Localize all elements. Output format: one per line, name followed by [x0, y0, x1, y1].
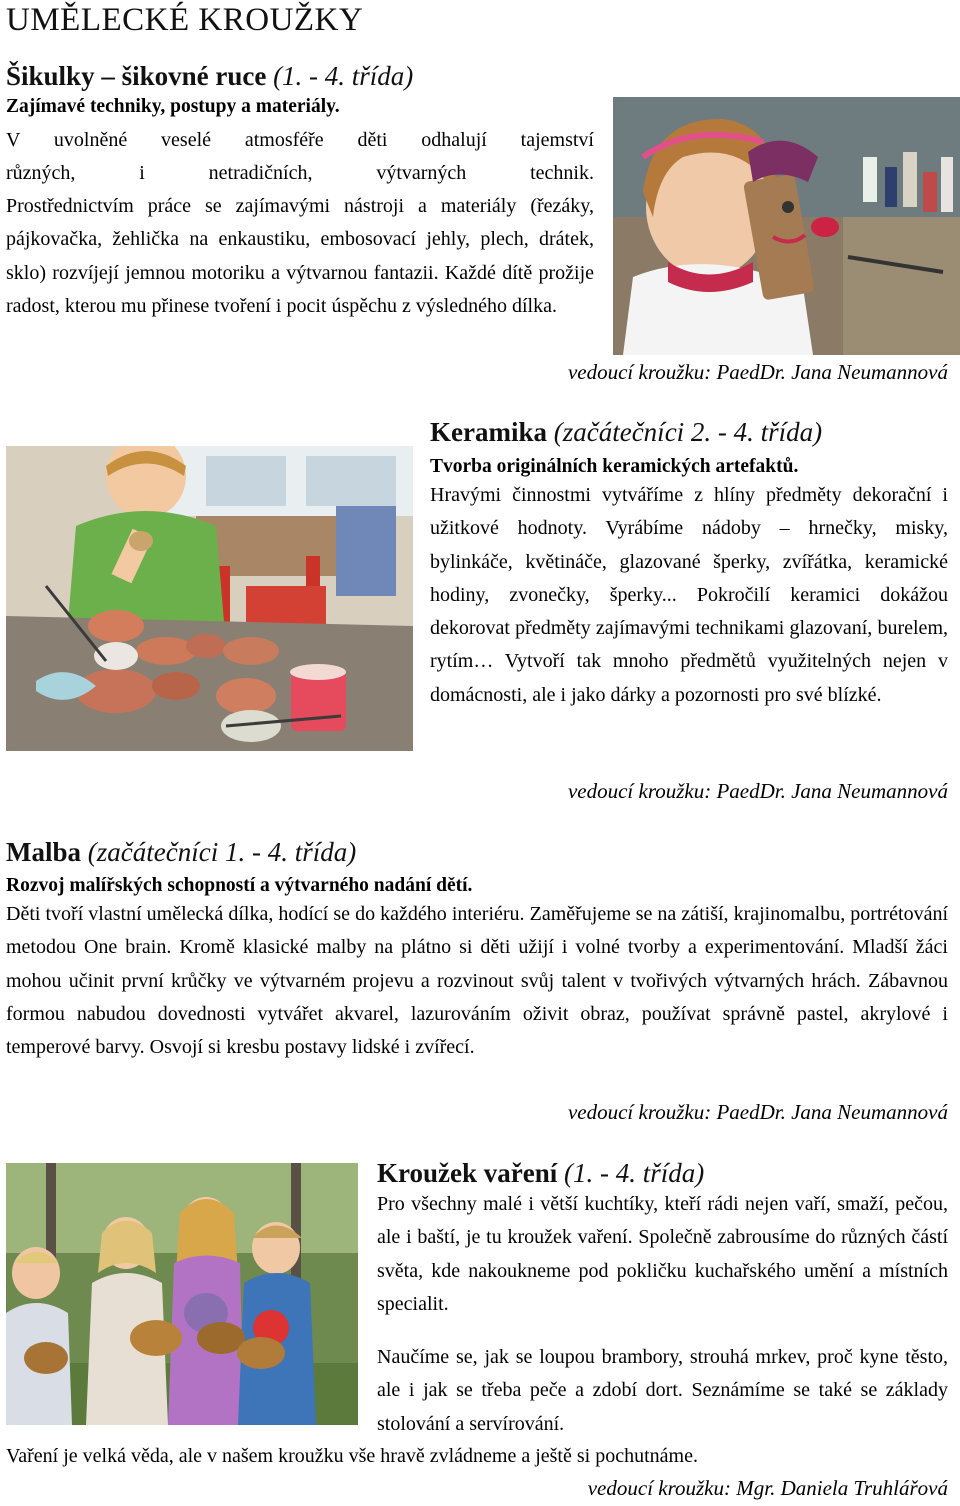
- keramika-grade: (začátečníci 2. - 4. třída): [553, 417, 823, 447]
- keramika-name: Keramika: [430, 417, 547, 447]
- keramika-paragraph: Hravými činnostmi vytváříme z hlíny předměty dekorační i užitkové hodnoty. Vyrábíme nádoby – hrnečky, misky, bylinkáče, květináče, glazované šperky, zvířátka, keramické hodiny, zvonečky, šperky... Pokročilí keramici dokážou dekorovat předměty zajímavými technikami glazovaní, burelem, rytím… Vytvoří tak mnoho předmětů využitelných nejen v domácnosti, ale i jako dárky a pozornosti pro své blízké.: [430, 484, 948, 706]
- malba-heading: [6, 836, 356, 868]
- children-with-crafts-photo: [6, 1163, 358, 1425]
- boy-with-clay-photo: [6, 446, 413, 751]
- sikulky-line-2: různých, i netradičních, výtvarných technik.: [6, 162, 594, 184]
- vareni-grade: (1. - 4. třída): [563, 1158, 705, 1188]
- sikulky-paragraph: Prostřednictvím práce se zajímavými nástroji a materiály (řezáky, pájkovačka, žehlička na enkaustiku, embosovací jehly, plech, drátek, sklo) rozvíjejí jemnou motoriku a výtvarnou fantazii. Každé dítě prožije radost, kterou mu přinese tvoření i pocit úspěchu z výsledného dílka.: [6, 195, 594, 317]
- malba-subtitle: Rozvoj malířských schopností a výtvarného nadání dětí.: [6, 875, 473, 896]
- vareni-paragraph-2: Naučíme se, jak se loupou brambory, strouhá mrkev, proč kyne těsto, ale i jak se třeba peče a zdobí dort. Seznámíme se také se základy stolování a servírování.: [377, 1346, 948, 1435]
- malba-grade: (začátečníci 1. - 4. třída): [87, 837, 357, 867]
- vareni-paragraph-1: Pro všechny malé i větší kuchtíky, kteří rádi nejen vaří, smaží, pečou, ale i baští, je tu kroužek vaření. Společně zabrousíme do různých částí světa, kde nakoukneme pod pokličku kuchařského umění a místních specialit.: [377, 1193, 948, 1315]
- vareni-heading: [377, 1157, 704, 1189]
- page-title: UMĚLECKÉ KROUŽKY: [6, 2, 364, 38]
- malba-leader: vedoucí kroužku: PaedDr. Jana Neumannová: [567, 1100, 948, 1124]
- sikulky-subtitle: Zajímavé techniky, postupy a materiály.: [6, 96, 340, 117]
- vareni-name: Kroužek vaření: [377, 1158, 558, 1188]
- sikulky-heading: [6, 60, 413, 92]
- sikulky-leader: vedoucí kroužku: PaedDr. Jana Neumannová: [567, 360, 948, 384]
- sikulky-grade: (1. - 4. třída): [273, 61, 414, 91]
- vareni-paragraph-2-last-line: Vaření je velká věda, ale v našem kroužku vše hravě zvládneme a ještě si pochutnáme.: [6, 1445, 698, 1467]
- malba-paragraph: Děti tvoří vlastní umělecká dílka, hodící se do každého interiéru. Zaměřujeme se na zátiší, krajinomalbu, portrétování metodou One brain. Kromě klasické malby na plátno si děti užijí i volné tvorby a experimentování. Mladší žáci mohou učinit první krůčky ve výtvarném projevu a rozvinout svůj talent v tvořivých výtvarných hrách. Zábavnou formou nabudou dovednosti vytvářet akvarel, lazurováním oživit obraz, používat správně pastel, akrylové i temperové barvy. Osvojí si kresbu postavy lidské i zvířecí.: [6, 903, 948, 1059]
- sikulky-name: Šikulky – šikovné ruce: [6, 61, 267, 91]
- keramika-subtitle: Tvorba originálních keramických artefaktů.: [430, 456, 799, 477]
- girl-with-puppet-photo: [613, 97, 960, 355]
- malba-name: Malba: [6, 837, 82, 867]
- keramika-heading: [430, 416, 822, 448]
- keramika-leader: vedoucí kroužku: PaedDr. Jana Neumannová: [567, 779, 948, 803]
- vareni-leader: vedoucí kroužku: Mgr. Daniela Truhlářová: [587, 1476, 948, 1500]
- sikulky-line-1: V uvolněné veselé atmosféře děti odhalují tajemství: [6, 129, 594, 151]
